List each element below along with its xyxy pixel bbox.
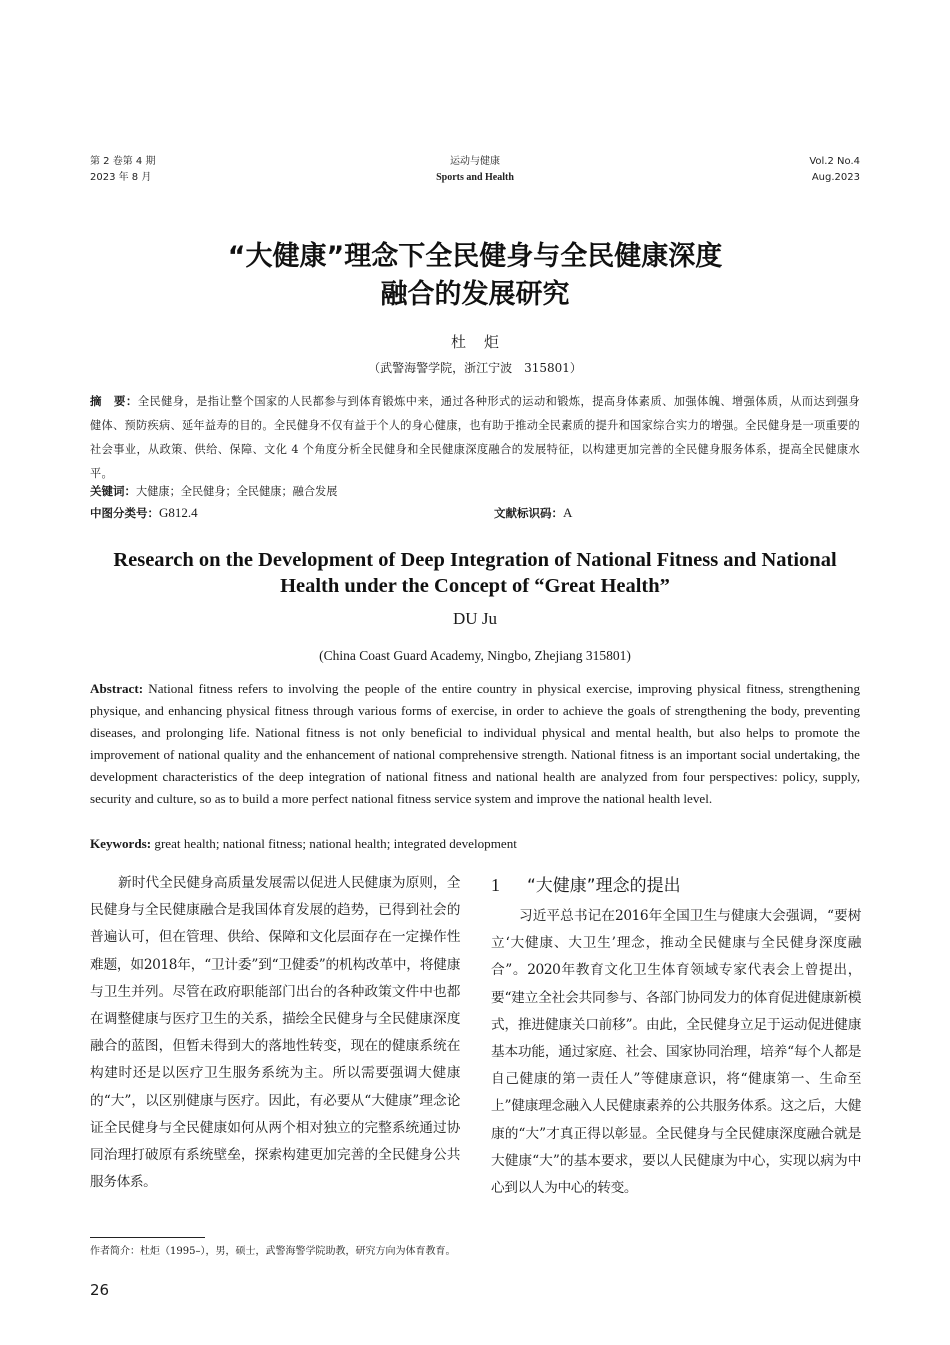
abstract-en-label: Abstract: (90, 681, 144, 696)
keywords-en (90, 833, 860, 855)
clc-label: 中图分类号： (90, 506, 159, 520)
title-zh-line2: 融合的发展研究 (380, 279, 570, 310)
title-en-line1: Research on the Development of Deep Integration of National Fitness and National (113, 549, 837, 571)
title-en-line2: Health under the Concept of “Great Health” (280, 575, 670, 597)
volume-zh: 第 2 卷第 4 期 (90, 156, 156, 167)
section-1-title: “大健康”理念的提出 (527, 876, 681, 896)
abstract-zh-text: 全民健身，是指让整个国家的人民都参与到体育锻炼中来，通过各种形式的运动和锻炼，提高身体素质、加强体魄、增强体质，从而达到强身健体、预防疾病、延年益寿的目的。全民健身不仅有益于个人的身心健康，也有助于推动全民素质的提升和国家综合实力的增强。全民健身是一项重要的社会事业，从政策、供给、保障、文化 4 个角度分析全民健身和全民健康深度融合的发展特征，以构建更加完善的全民健身服务体系，提高全民健康水平。 (90, 395, 860, 480)
author-en: DU Ju (453, 609, 497, 628)
doc-code-label: 文献标识码： (494, 506, 563, 520)
keywords-zh (90, 481, 860, 502)
keywords-en-label: Keywords: (90, 836, 152, 851)
title-zh-line1: “大健康”理念下全民健身与全民健康深度 (227, 241, 723, 272)
keywords-zh-label: 关键词： (90, 484, 136, 498)
section-1-paragraph: 习近平总书记在2016年全国卫生与健康大会强调，“要树立‘大健康、大卫生’理念，推动全民健康与全民健身深度融合”。2020年教育文化卫生体育领域专家代表会上曾提出，要“建立全社会共同参与、各部门协同发力的体育促进健康新模式，推进健康关口前移”。由此，全民健身立足于运动促进健康基本功能，通过家庭、社会、国家协同治理，培养“每个人都是自己健康的第一责任人”等健康意识，将“健康第一、生命至上”健康理念融入人民健康素养的公共服务体系。这之后，大健康的“大”才真正得以彰显。全民健身与全民健康深度融合就是大健康“大”的基本要求，要以人民健康为中心，实现以病为中心到以人为中心的转变。 (491, 908, 861, 1197)
affiliation-zh: （武警海警学院，浙江宁波 315801） (368, 361, 582, 375)
document-code (494, 503, 572, 523)
date-zh: 2023 年 8 月 (90, 172, 152, 183)
header-right (809, 154, 860, 186)
journal-name-zh: 运动与健康 (450, 156, 500, 167)
journal-name-en: Sports and Health (436, 172, 514, 183)
footnote: 作者简介：杜炬（1995–），男，硕士，武警海警学院助教，研究方向为体育教育。 (90, 1246, 456, 1257)
intro-paragraph: 新时代全民健身高质量发展需以促进人民健康为原则，全民健身与全民健康融合是我国体育发展的趋势，已得到社会的普遍认可，但在管理、供给、保障和文化层面存在一定操作性难题，如2018年，“卫计委”到“卫健委”的机构改革中，将健康与卫生并列。尽管在政府职能部门出台的各种政策文件中也都在调整健康与医疗卫生的关系，描绘全民健身与全民健康深度融合的蓝图，但暂未得到大的落地性转变，现在的健康系统在构建时还是以医疗卫生服务系统为主。所以需要强调大健康的“大”，以区别健康与医疗。因此，有必要从“大健康”理念论证全民健身与全民健康如何从两个相对独立的完整系统通过协同治理打破原有系统壁垒，探索构建更加完善的全民健身公共服务体系。 (90, 875, 460, 1191)
affiliation-en: (China Coast Guard Academy, Ningbo, Zhejiang 315801) (319, 648, 631, 663)
author-zh: 杜炬 (450, 333, 517, 351)
abstract-en (90, 678, 860, 811)
header-center (0, 154, 950, 186)
clc-value: G812.4 (159, 505, 198, 520)
page-number: 26 (90, 1281, 110, 1299)
title-zh (0, 238, 950, 314)
footnote-rule (90, 1237, 205, 1238)
date-en: Aug.2023 (811, 172, 860, 183)
abstract-en-text: National fitness refers to involving the people of the entire country in physical exercise, improving physical fitness, strengthening physique, and enhancing physical fitness through various forms of exercise, in order to achieve the goals of strengthening the body, preventing diseases, and prolonging life. National fitness is not only beneficial to individual physical and mental health, but also helps to promote the improvement of national quality and the enhancement of national comprehensive strength. National fitness is an important social undertaking, the development characteristics of the deep integration of national fitness and national health are analyzed from four perspectives: policy, supply, security and culture, so as to build a more perfect national fitness service system and improve the national health level. (90, 681, 861, 807)
section-1-heading (491, 871, 861, 900)
abstract-zh (90, 389, 860, 486)
doc-code-value: A (563, 505, 573, 520)
title-en (0, 547, 950, 599)
keywords-zh-text: 大健康；全民健身；全民健康；融合发展 (136, 485, 338, 498)
keywords-en-text: great health; national fitness; national health; integrated development (154, 836, 517, 851)
section-1-number: 1 (491, 875, 500, 895)
abstract-zh-label: 摘 要： (90, 394, 138, 408)
classification-line (90, 503, 860, 523)
volume-en: Vol.2 No.4 (809, 156, 860, 167)
